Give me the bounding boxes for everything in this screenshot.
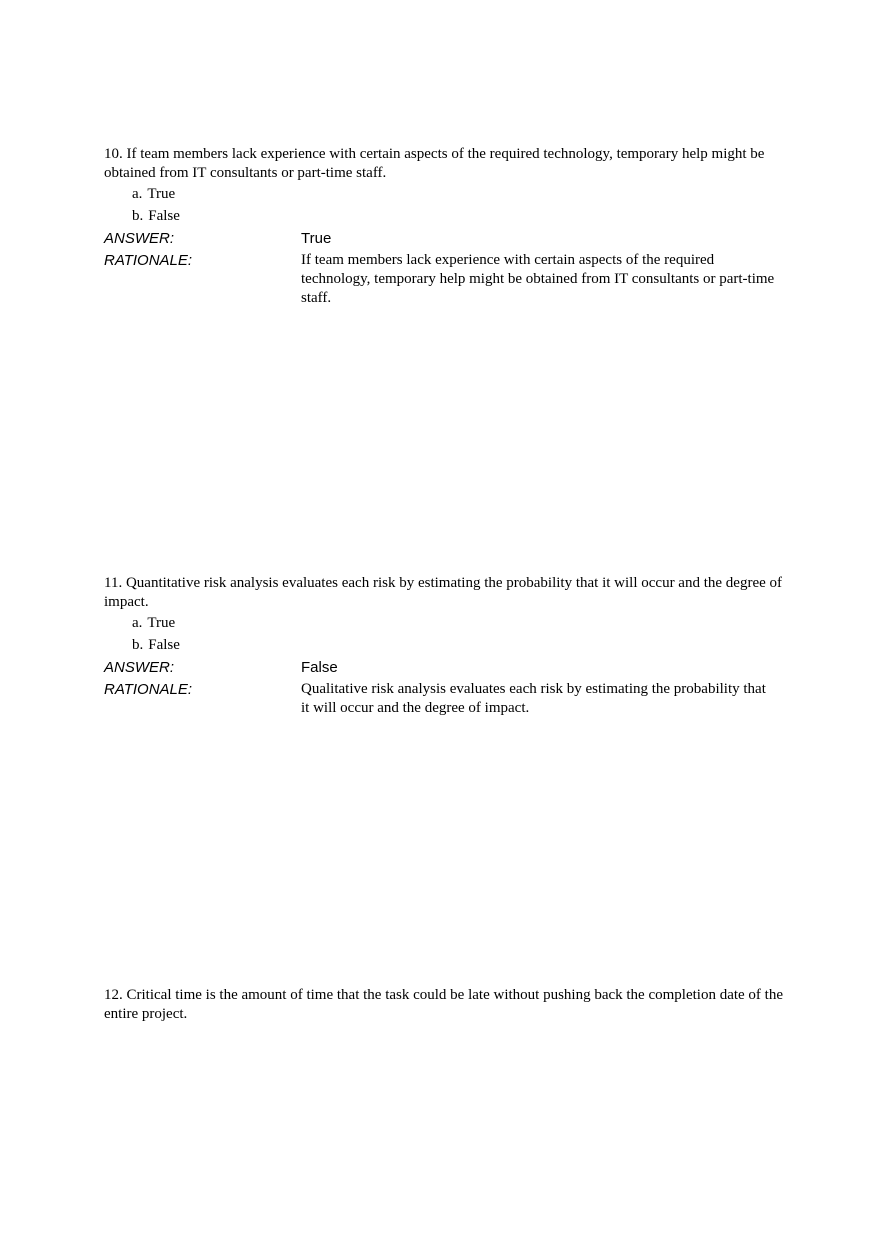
answer-row <box>104 229 784 251</box>
option-a[interactable] <box>132 183 784 205</box>
rationale-row <box>104 680 784 718</box>
answer-value: True <box>301 230 332 247</box>
question-body: Quantitative risk analysis evaluates each risk by estimating the probability that it will occur and the degree of impact. <box>104 575 783 610</box>
options-list <box>104 612 784 656</box>
answer-label: ANSWER: <box>104 659 175 676</box>
option-a[interactable] <box>132 612 784 634</box>
option-letter: b. <box>132 636 144 653</box>
options-list <box>104 183 784 227</box>
question-number: 11. <box>104 575 123 591</box>
question-text <box>104 145 784 183</box>
rationale-text: If team members lack experience with certain aspects of the required technology, temporary help might be obtained from IT consultants or part-time staff. <box>301 252 775 306</box>
question-number: 10. <box>104 146 123 162</box>
rationale-row <box>104 251 784 308</box>
question-body: If team members lack experience with certain aspects of the required technology, temporary help might be obtained from IT consultants or part-time staff. <box>104 146 765 181</box>
answer-label: ANSWER: <box>104 230 175 247</box>
option-letter: a. <box>132 185 143 202</box>
question-text <box>104 574 784 612</box>
question-12 <box>104 986 784 1024</box>
option-label: False <box>148 207 180 224</box>
answer-value: False <box>301 659 338 676</box>
answer-row <box>104 658 784 680</box>
question-text <box>104 986 784 1024</box>
option-b[interactable] <box>132 634 784 656</box>
rationale-text: Qualitative risk analysis evaluates each risk by estimating the probability that it will occur and the degree of impact. <box>301 681 766 716</box>
option-label: True <box>147 185 176 202</box>
option-letter: b. <box>132 207 144 224</box>
option-label: False <box>148 636 180 653</box>
question-11 <box>104 574 784 718</box>
question-body: Critical time is the amount of time that the task could be late without pushing back the completion date of the entire project. <box>104 987 784 1022</box>
rationale-label: RATIONALE: <box>104 252 193 269</box>
option-letter: a. <box>132 614 143 631</box>
option-label: True <box>147 614 176 631</box>
question-10 <box>104 145 784 308</box>
question-number: 12. <box>104 987 123 1003</box>
rationale-label: RATIONALE: <box>104 681 193 698</box>
option-b[interactable] <box>132 205 784 227</box>
